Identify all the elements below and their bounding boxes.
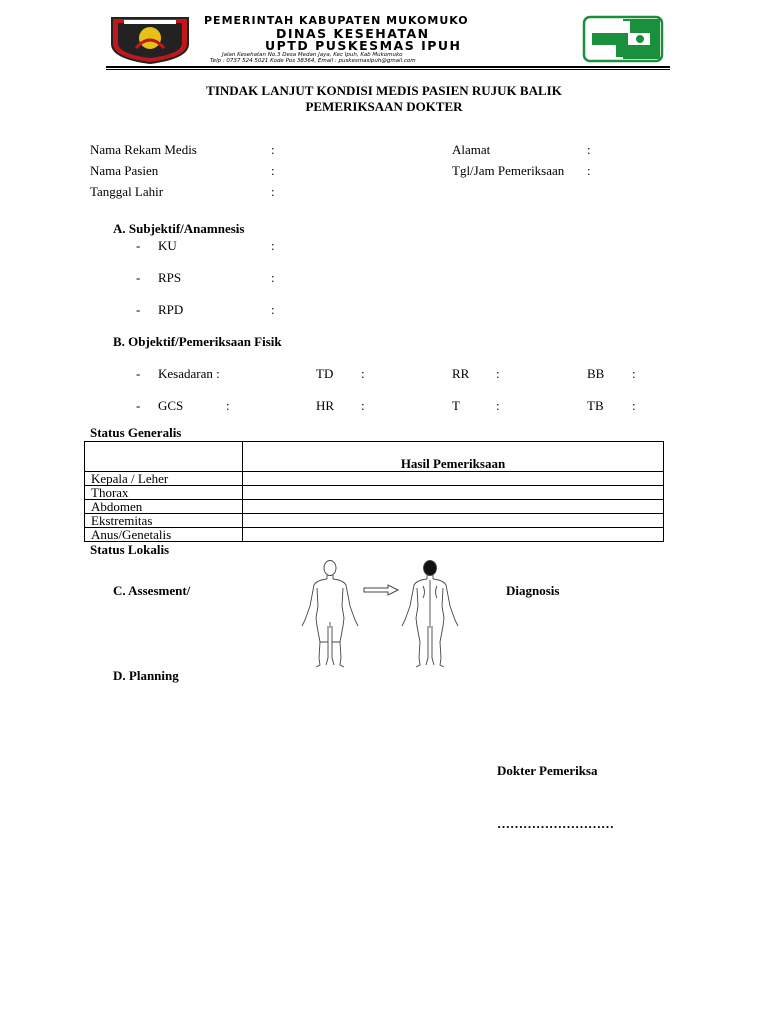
status-lokalis-heading: Status Lokalis — [90, 542, 170, 557]
table-cell-value[interactable] — [243, 514, 664, 528]
form-subtitle: PEMERIKSAAN DOKTER — [305, 99, 463, 114]
letterhead-address: Jalan Kesehatan No.3 Desa Medan Jaya, Kec Ipuh, Kab Mukomuko — [222, 52, 403, 58]
label-bb: BB — [587, 366, 605, 381]
colon: : — [271, 163, 275, 178]
colon: : — [361, 398, 365, 413]
regency-emblem-logo — [106, 14, 194, 64]
label-t: T — [452, 398, 460, 413]
colon: : — [271, 142, 275, 157]
label-gcs: GCS — [158, 398, 184, 413]
arrow-icon — [364, 585, 398, 595]
puskesmas-cross-logo — [582, 15, 664, 63]
status-generalis-table — [84, 441, 664, 542]
table-cell-label: Abdomen — [85, 500, 243, 514]
dash: - — [136, 398, 141, 413]
section-d-heading: D. Planning — [113, 668, 179, 683]
label-tanggal-lahir: Tanggal Lahir — [90, 184, 164, 199]
signature-label: Dokter Pemeriksa — [497, 763, 598, 778]
colon: : — [496, 366, 500, 381]
label-nama-rekam-medis: Nama Rekam Medis — [90, 142, 197, 157]
colon: : — [271, 238, 275, 253]
label-td: TD — [316, 366, 334, 381]
colon: : — [632, 366, 636, 381]
label-rr: RR — [452, 366, 470, 381]
label-nama-pasien: Nama Pasien — [90, 163, 159, 178]
label-ku: KU — [158, 238, 177, 253]
body-front-figure — [302, 561, 358, 668]
label-hr: HR — [316, 398, 335, 413]
colon: : — [271, 302, 275, 317]
label-kesadaran: Kesadaran : — [158, 366, 220, 381]
signature-line[interactable]: ……………………… — [497, 816, 614, 831]
letterhead-contact: Telp : 0737 524 5021 Kode Pos 38364, Email : puskesmasipuh@gmail.com — [210, 58, 416, 64]
colon: : — [271, 270, 275, 285]
table-cell-label: Ekstremitas — [85, 514, 243, 528]
colon: : — [587, 142, 591, 157]
letterhead-line-1: PEMERINTAH KABUPATEN MUKOMUKO — [204, 14, 469, 27]
colon: : — [587, 163, 591, 178]
table-cell-value[interactable] — [243, 500, 664, 514]
letterhead-divider-thick — [106, 66, 670, 68]
label-alamat: Alamat — [452, 142, 491, 157]
table-row — [85, 514, 664, 528]
table-cell-value[interactable] — [243, 528, 664, 542]
table-header-empty-cell — [85, 442, 243, 472]
letterhead-line-2: DINAS KESEHATAN — [276, 26, 430, 41]
table-row — [85, 528, 664, 542]
section-c-heading: C. Assesment/ — [113, 583, 191, 598]
form-title: TINDAK LANJUT KONDISI MEDIS PASIEN RUJUK BALIK — [206, 83, 562, 98]
table-header-hasil-pemeriksaan: Hasil Pemeriksaan — [243, 442, 664, 472]
dash: - — [136, 238, 141, 253]
letterhead-line-3: UPTD PUSKESMAS IPUH — [265, 38, 462, 53]
table-header-row — [85, 442, 664, 472]
table-cell-value[interactable] — [243, 486, 664, 500]
section-b-heading: B. Objektif/Pemeriksaan Fisik — [113, 334, 282, 349]
body-diagram-illustration — [290, 558, 470, 670]
label-rps: RPS — [158, 270, 182, 285]
body-back-figure — [402, 561, 458, 668]
colon: : — [226, 398, 230, 413]
table-cell-label: Kepala / Leher — [85, 472, 243, 486]
label-rpd: RPD — [158, 302, 184, 317]
dash: - — [136, 366, 141, 381]
dash: - — [136, 302, 141, 317]
colon: : — [496, 398, 500, 413]
table-cell-label: Anus/Genetalis — [85, 528, 243, 542]
label-tgl-jam-pemeriksaan: Tgl/Jam Pemeriksaan — [452, 163, 565, 178]
status-generalis-heading: Status Generalis — [90, 425, 182, 440]
table-cell-value[interactable] — [243, 472, 664, 486]
table-row — [85, 472, 664, 486]
colon: : — [361, 366, 365, 381]
dash: - — [136, 270, 141, 285]
table-cell-label: Thorax — [85, 486, 243, 500]
colon: : — [271, 184, 275, 199]
table-row — [85, 486, 664, 500]
colon: : — [632, 398, 636, 413]
section-a-heading: A. Subjektif/Anamnesis — [113, 221, 245, 236]
diagnosis-label: Diagnosis — [506, 583, 560, 598]
label-tb: TB — [587, 398, 604, 413]
letterhead-divider-thin — [106, 69, 670, 70]
table-row — [85, 500, 664, 514]
